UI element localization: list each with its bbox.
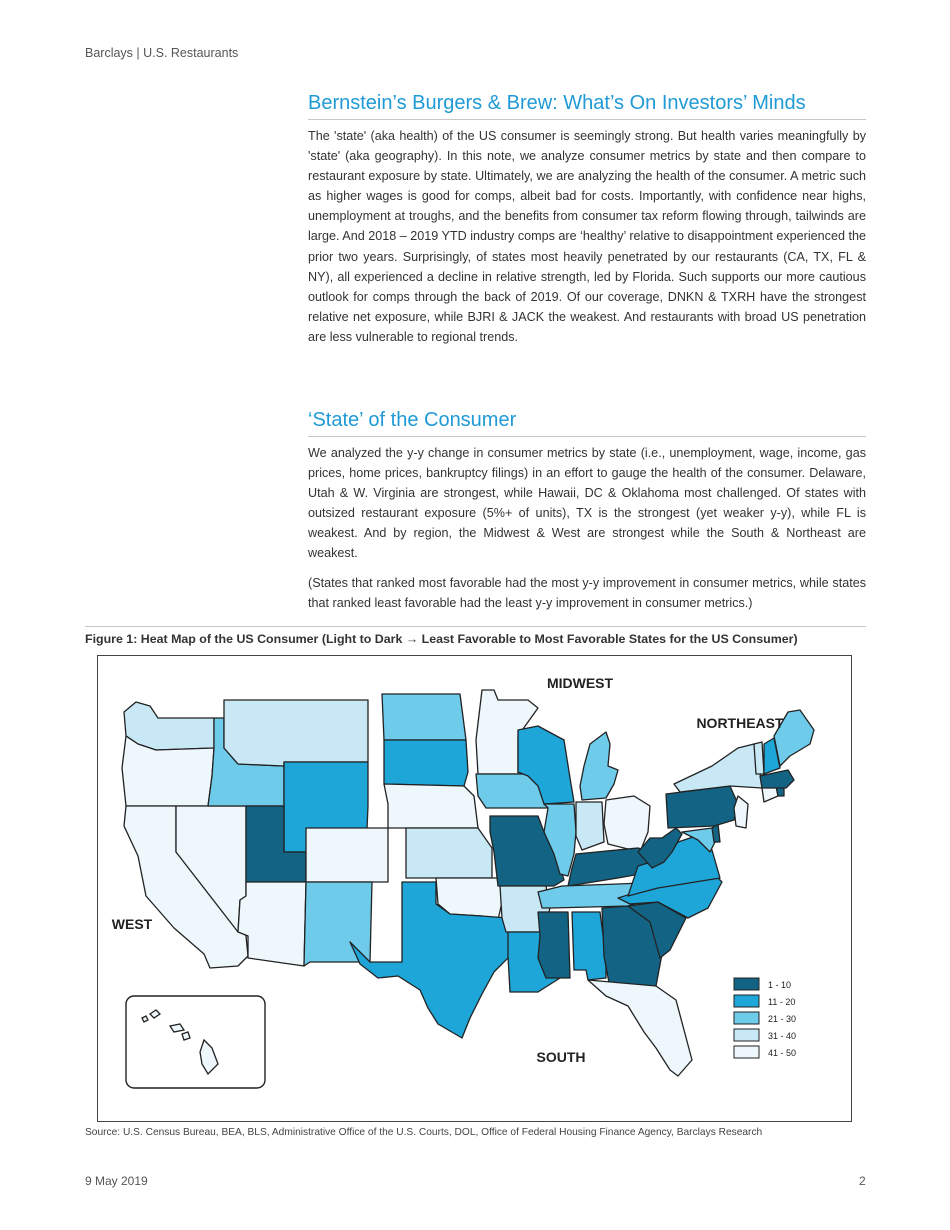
legend-label: 11 - 20	[768, 997, 796, 1007]
section-state-of-consumer	[308, 409, 866, 613]
us-heat-map	[98, 656, 851, 1121]
legend-swatch	[734, 978, 759, 990]
section-investors-minds	[308, 92, 866, 347]
hawaii-island	[182, 1032, 190, 1040]
state-ne	[384, 784, 478, 828]
legend-swatch	[734, 995, 759, 1007]
legend-label: 31 - 40	[768, 1031, 797, 1041]
state-oh	[604, 796, 650, 852]
state-sd	[384, 740, 468, 786]
heat-map-figure	[97, 655, 852, 1122]
region-label-west: WEST	[111, 916, 153, 932]
state-ms	[538, 912, 570, 978]
state-ny	[674, 744, 762, 792]
state-pa	[666, 786, 738, 828]
state-in	[576, 802, 604, 850]
state-ks	[406, 828, 492, 878]
section-body: We analyzed the y-y change in consumer metrics by state (i.e., unemployment, wage, income, gas prices, home prices, bankruptcy filings) in an effort to gauge the health of the consumer. Delaware, Utah & W. Virginia are strongest, while Hawaii, DC & Oklahoma most challenged. Of states with outsized restaurant exposure (5%+ of units), TX is the strongest (yet weaker y-y), while FL is weakest. And by region, the Midwest & West are strongest while the South & Northeast are weakest.	[308, 446, 866, 561]
section-body: The 'state' (aka health) of the US consumer is seemingly strong. But health varies meaningfully by 'state' (aka geography). In this note, we analyze consumer metrics by state and then compare to restaurant exposure by state. Ultimately, we are analyzing the health of the consumer. A metric such as higher wages is good for comps, albeit bad for costs. Importantly, with confidence near highs, unemployment at troughs, and the benefits from consumer tax reform flowing through, tailwinds are large. And 2018 – 2019 YTD industry comps are ‘healthy’ relative to disappointment experienced the prior two years. Surprisingly, of states most heavily penetrated by our restaurants (CA, TX, FL & NY), all experienced a decline in relative strength, led by Florida. Such supports our more cautious outlook for comps through the back of 2019. Of our coverage, DNKN & TXRH have the strongest relative net exposure, while BJRI & JACK the weakest. And restaurants with broad US penetration are less vulnerable to regional trends.	[308, 129, 866, 344]
figure-caption: Figure 1: Heat Map of the US Consumer (Light to Dark → Least Favorable to Most Favorable States for the US Consumer)	[85, 632, 798, 646]
state-nj	[734, 796, 748, 828]
region-label-midwest: MIDWEST	[546, 675, 614, 691]
state-mt	[224, 700, 368, 766]
hawaii-island	[142, 1016, 148, 1022]
legend-label: 41 - 50	[768, 1048, 797, 1058]
page-number: 2	[859, 1174, 866, 1188]
state-vt	[754, 742, 764, 774]
running-header: Barclays | U.S. Restaurants	[85, 46, 239, 60]
state-wa	[124, 702, 214, 750]
region-label-south: SOUTH	[536, 1049, 586, 1065]
legend-swatch	[734, 1012, 759, 1024]
section-title: Bernstein’s Burgers & Brew: What’s On Investors’ Minds	[308, 92, 866, 120]
state-de	[712, 824, 720, 842]
footer-date: 9 May 2019	[85, 1174, 148, 1188]
legend-swatch	[734, 1046, 759, 1058]
state-co	[306, 828, 388, 882]
hawaii-inset-box	[126, 996, 265, 1088]
state-mi	[580, 732, 618, 800]
state-az	[238, 882, 306, 966]
figure-divider	[85, 626, 866, 627]
state-al	[572, 912, 606, 980]
state-nd	[382, 694, 466, 740]
legend-label: 21 - 30	[768, 1014, 797, 1024]
region-label-northeast: NORTHEAST	[696, 715, 784, 731]
legend-swatch	[734, 1029, 759, 1041]
section-note: (States that ranked most favorable had the most y-y improvement in consumer metrics, while states that ranked least favorable had the least y-y improvement in consumer metrics.)	[308, 575, 866, 610]
figure-source: Source: U.S. Census Bureau, BEA, BLS, Administrative Office of the U.S. Courts, DOL, Office of Federal Housing Finance Agency, Barclays Research	[85, 1127, 763, 1138]
state-fl	[588, 980, 692, 1076]
section-title: ‘State’ of the Consumer	[308, 409, 866, 437]
legend-label: 1 - 10	[768, 980, 792, 990]
